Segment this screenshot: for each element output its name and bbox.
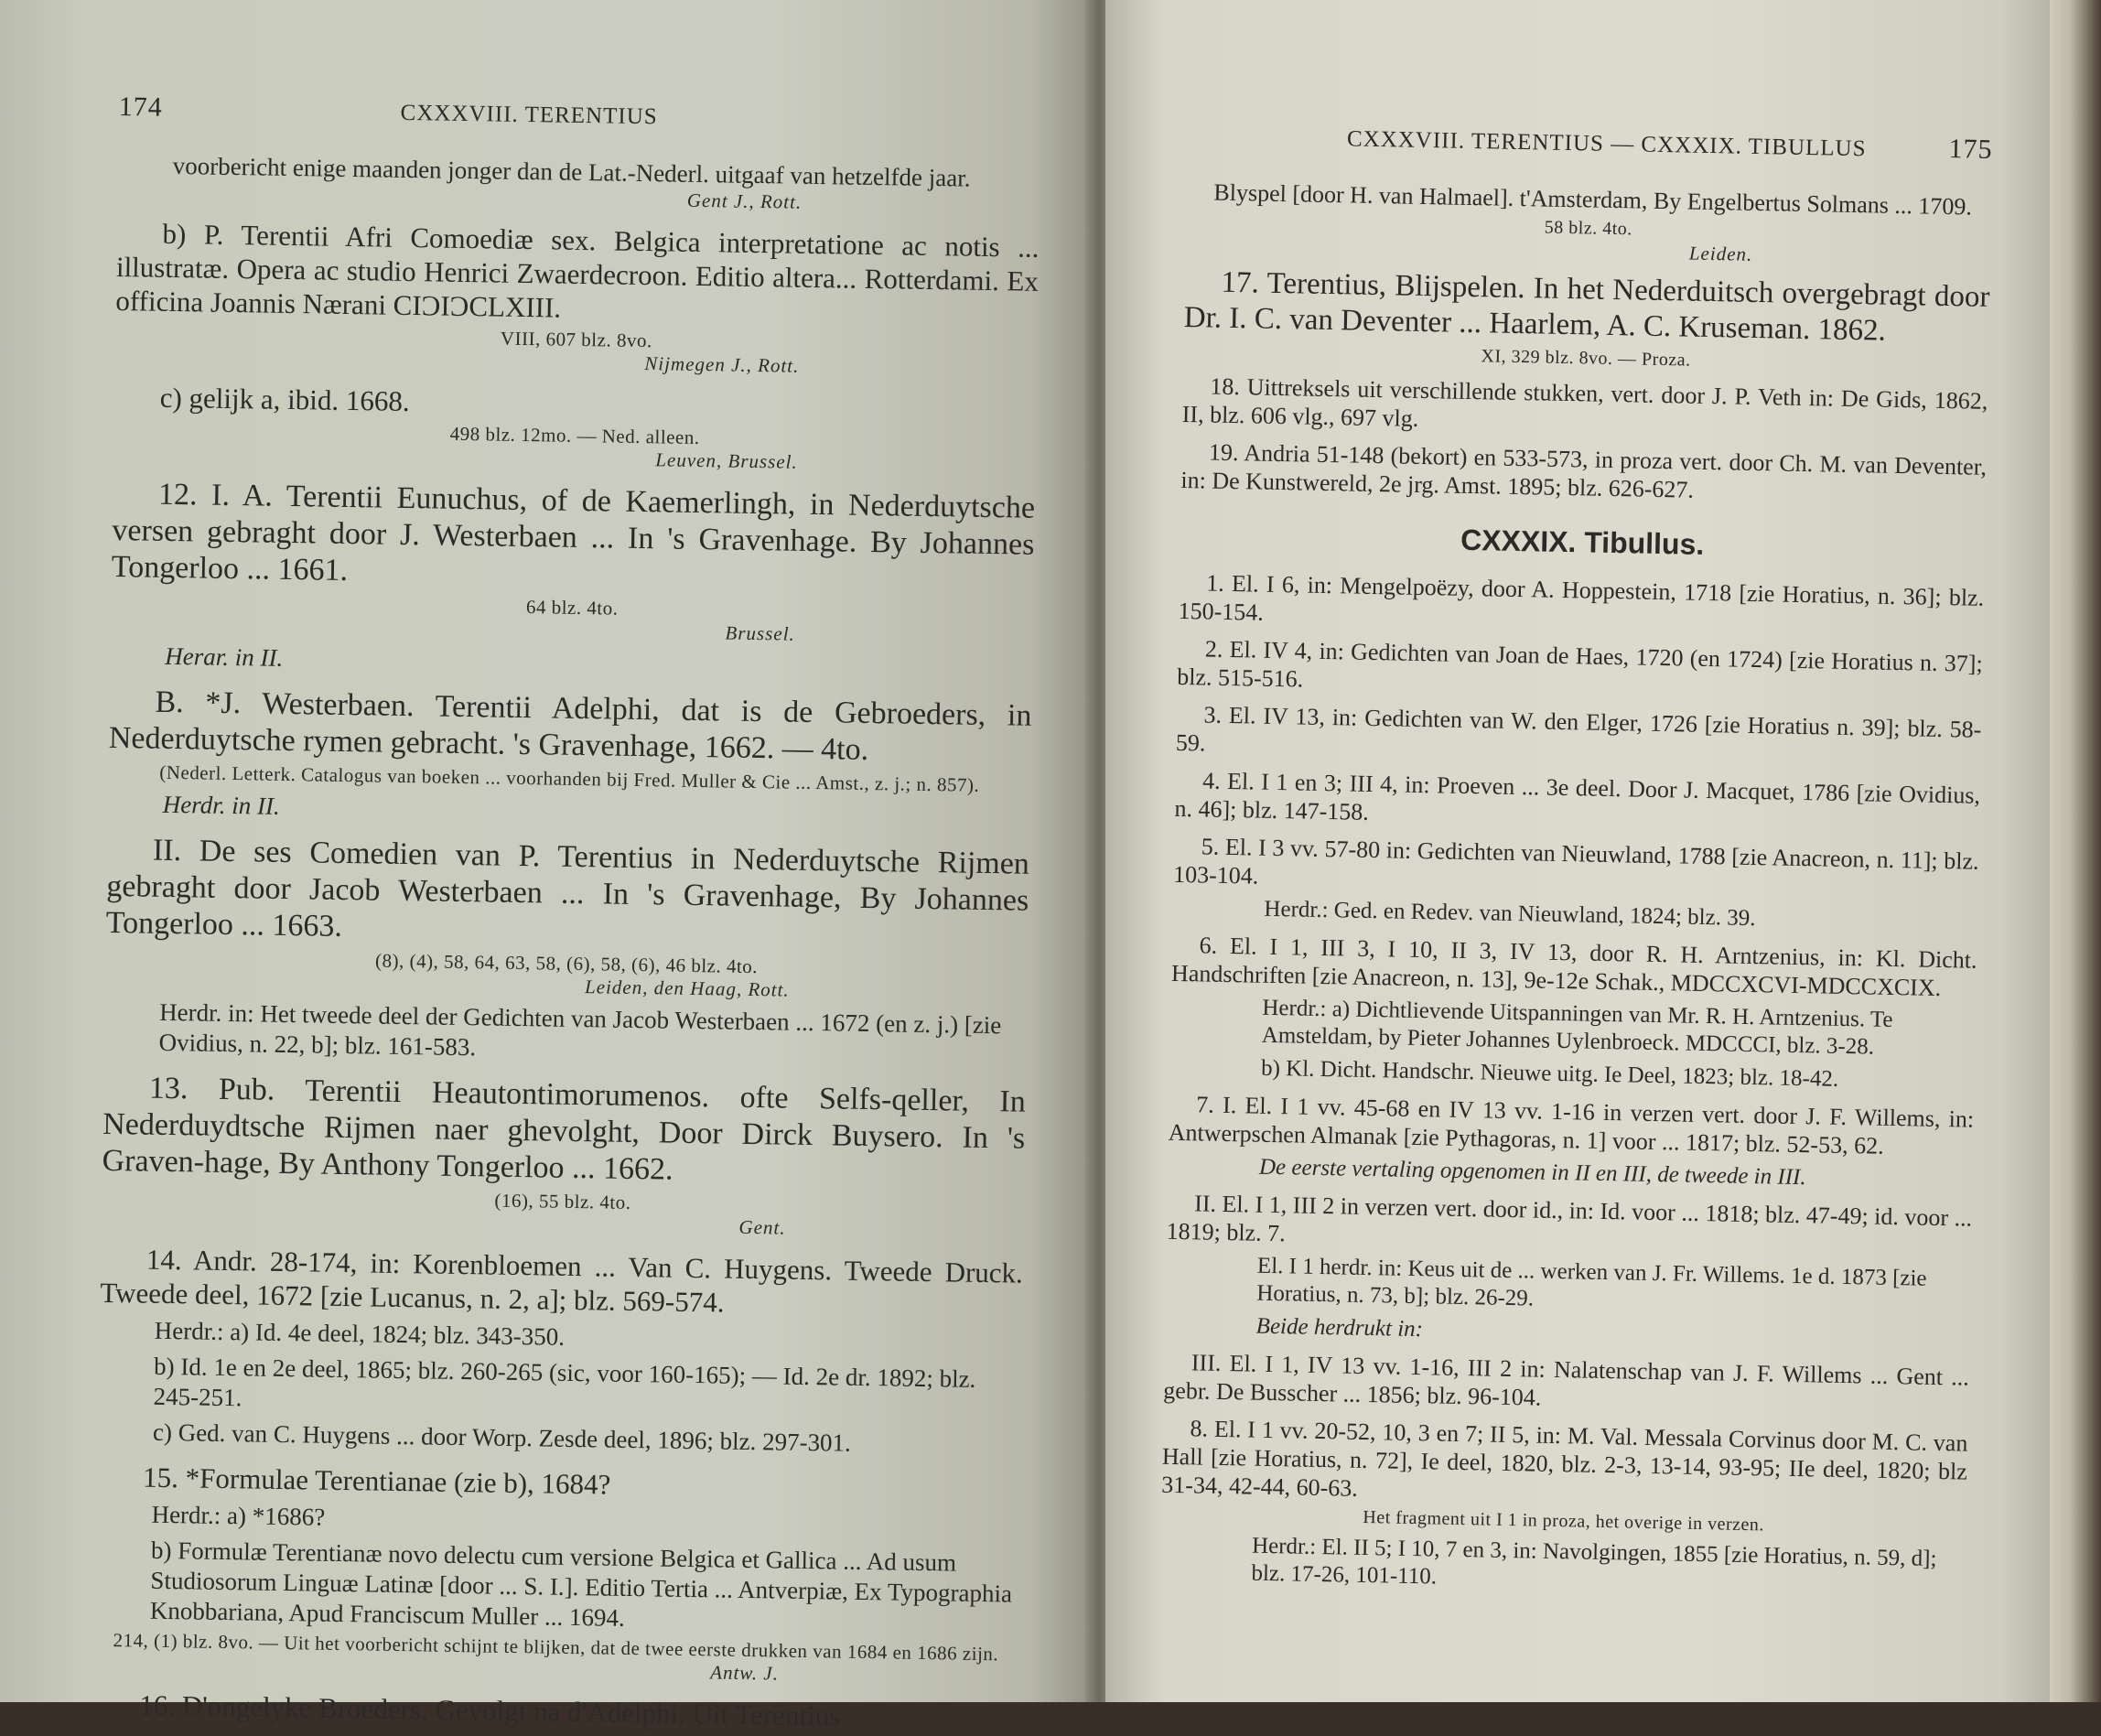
reprint-note: Herdr. in: Het tweede deel der Gedichten van Jacob Westerbaen ... 1672 (en z. j.) [zie Ovidius, n. 22, b]; blz. 161-583.	[158, 997, 1002, 1062]
reprint-note: Herar. in II.	[165, 642, 284, 672]
reprint-note: Herdr.: a) Id. 4e deel, 1824; blz. 343-350.	[154, 1316, 566, 1351]
right-page	[1105, 0, 2057, 1702]
reprint-note: Herdr.: a) *1686?	[151, 1500, 326, 1531]
right-running-title: CXXXVIII. TERENTIUS — CXXXIX. TIBULLUS	[1346, 126, 1867, 162]
bibliographic-details: (8), (4), 58, 64, 63, 58, (6), 58, (6), 46 blz. 4to.	[374, 949, 759, 978]
reprint-note: Herdr. in II.	[162, 790, 280, 820]
bibliography-entry-major: 12. I. A. Terentii Eunuchus, of de Kaemerlingh, in Nederduytsche versen gebraght door J. Westerbaen ... In 's Gravenhage. By Johannes Tongerloo ... 1661.	[111, 477, 1036, 588]
bibliography-entry: 3. El. IV 13, in: Gedichten van W. den Elger, 1726 [zie Horatius n. 39]; blz. 58-59.	[1175, 701, 1982, 757]
bibliography-entry: 6. El. I 1, III 3, I 10, II 3, IV 13, door R. H. Arntzenius, in: Kl. Dicht. Handschriften [zie Anacreon, n. 13], 9e-12e Schak., MDCCXCVI-MDCCXCIX.	[1170, 932, 1977, 1001]
bibliography-entry: 14. Andr. 28-174, in: Korenbloemen ... Van C. Huygens. Tweede Druck. Tweede deel, 1672 [zie Lucanus, n. 2, a]; blz. 569-574.	[100, 1243, 1024, 1319]
library-locations: Nijmegen J., Rott.	[644, 352, 800, 377]
right-text-block-top	[1180, 178, 1991, 510]
bibliography-entry: 18. Uittreksels uit verschillende stukken, vert. door J. P. Veth in: De Gids, 1862, II, blz. 606 vlg., 697 vlg.	[1181, 372, 1988, 432]
library-locations: Gent J., Rott.	[686, 189, 803, 213]
bibliography-entry: 19. Andria 51-148 (bekort) en 533-573, in proza vert. door Ch. M. van Deventer, in: De Kunstwereld, 2e jrg. Amst. 1895; blz. 626-627.	[1180, 438, 1988, 503]
right-page-number: 175	[1948, 133, 1993, 165]
bibliography-entry: III. El. I 1, IV 13 vv. 1-16, III 2 in: Nalatenschap van J. F. Willems ... Gent ... gebr. De Busscher ... 1856; blz. 96-104.	[1163, 1349, 1970, 1411]
bibliography-entry: 5. El. I 3 vv. 57-80 in: Gedichten van Nieuwland, 1788 [zie Anacreon, n. 11]; blz. 103-104.	[1172, 833, 1979, 890]
library-locations: Leiden.	[1688, 242, 1753, 265]
reprint-note: El. I 1 herdr. in: Keus uit de ... werken van J. Fr. Willems. 1e d. 1873 [zie Horatius, n. 73, b]; blz. 26-29.	[1256, 1253, 1927, 1311]
bibliographic-details: 214, (1) blz. 8vo. — Uit het voorbericht schijnt te blijken, dat de twee eerste drukken van 1684 en 1686 zijn.	[113, 1629, 999, 1666]
reprint-note: Beide herdrukt in:	[1255, 1313, 1424, 1342]
bibliographic-details: Het fragment uit I 1 in proza, het overige in verzen.	[1363, 1506, 1765, 1536]
reprint-note: Herdr.: El. II 5; I 10, 7 en 3, in: Navolgingen, 1855 [zie Horatius, n. 59, d]; blz. 17-26, 101-110.	[1251, 1533, 1937, 1590]
page-edges	[2050, 0, 2101, 1702]
bibliographic-details: (16), 55 blz. 4to.	[494, 1189, 631, 1213]
reprint-note: b) Id. 1e en 2e deel, 1865; blz. 260-265 (sic, voor 160-165); — Id. 2e dr. 1892; blz. 245-251.	[153, 1352, 976, 1412]
bibliography-entry: b) P. Terentii Afri Comoediæ sex. Belgica interpretatione ac notis ... illustratæ. Opera ac studio Henrici Zwaerdecroon. Editio altera... Rotterdami. Ex officina Joannis Nærani CIƆIƆCLXIII.	[115, 217, 1040, 324]
left-page-number: 174	[118, 92, 163, 123]
reprint-note: voorbericht enige maanden jonger dan de Lat.-Nederl. uitgaaf van hetzelfde jaar.	[172, 151, 971, 192]
bibliography-entry: Blyspel [door H. van Halmael]. t'Amsterdam, By Engelbertus Solmans ... 1709.	[1213, 178, 1973, 221]
bibliography-entry: c) gelijk a, ibid. 1668.	[159, 381, 410, 418]
reprint-note: De eerste vertaling opgenomen in II en III, de tweede in III.	[1258, 1154, 1806, 1191]
library-locations: Antw. J.	[710, 1661, 780, 1685]
left-running-head	[118, 92, 1040, 137]
bibliography-entry: 8. El. I 1 vv. 20-52, 10, 3 en 7; II 5, in: M. Val. Messala Corvinus door M. C. van Hall [zie Horatius, n. 72], Ie deel, 1820, blz. 2-3, 13-14, 93-95; IIe deel, 1820; blz 31-34, 42-44, 60-63.	[1161, 1415, 1968, 1502]
bibliography-entry-major: 17. Terentius, Blijspelen. In het Nederduitsch overgebragt door Dr. I. C. van Deventer ... Haarlem, A. C. Kruseman. 1862.	[1183, 265, 1990, 348]
bibliographic-details: (Nederl. Letterk. Catalogus van boeken ... voorhanden bij Fred. Muller & Cie ... Amst., z. j.; n. 857).	[159, 760, 980, 796]
right-running-head	[1187, 119, 1992, 166]
reprint-note: b) Kl. Dicht. Handschr. Nieuwe uitg. Ie Deel, 1823; blz. 18-42.	[1260, 1055, 1839, 1092]
library-locations: Leuven, Brussel.	[655, 448, 798, 473]
library-locations: Brussel.	[725, 621, 795, 645]
bibliography-entry-major: 13. Pub. Terentii Heautontimorumenos. ofte Selfs-qeller, In Nederduydtsche Rijmen naer ghevolght, Door Dirck Buysero. In 's Graven-hage, By Anthony Tongerloo ... 1662.	[102, 1071, 1027, 1187]
right-page-content	[1159, 119, 1993, 1601]
bibliography-entry: 4. El. I 1 en 3; III 4, in: Proeven ... 3e deel. Door J. Macquet, 1786 [zie Ovidius, n. 46]; blz. 147-158.	[1174, 767, 1981, 825]
library-locations: Leiden, den Haag, Rott.	[584, 976, 790, 1001]
bibliography-entry: 2. El. IV 4, in: Gedichten van Joan de Haes, 1720 (en 1724) [zie Horatius n. 37]; blz. 515-516.	[1177, 635, 1984, 693]
bibliographic-details: XI, 329 blz. 8vo. — Proza.	[1481, 346, 1691, 371]
bibliography-entry: 15. *Formulae Terentianae (zie b), 1684?	[142, 1461, 611, 1501]
reprint-note: c) Ged. van C. Huygens ... door Worp. Zesde deel, 1896; blz. 297-301.	[152, 1418, 852, 1457]
library-locations: Gent.	[738, 1215, 786, 1239]
left-text-block	[93, 150, 1040, 1736]
reprint-note: Herdr.: a) Dichtlievende Uitspanningen van Mr. R. H. Arntzenius. Te Amsteldam, by Pieter Johannes Uylenbroeck. MDCCCI, blz. 3-28.	[1261, 995, 1893, 1060]
bibliographic-details: 498 blz. 12mo. — Ned. alleen.	[449, 422, 700, 449]
reprint-note: b) Formulæ Terentianæ novo delectu cum versione Belgica et Gallica ... Ad usum Studiosorum Linguæ Latinæ [door ... S. I.]. Editio Tertia ... Antverpiæ, Ex Typographia Knobbariana, Apud Franciscum Muller ... 1694.	[149, 1536, 1013, 1632]
right-text-block-bottom	[1159, 568, 1984, 1601]
bibliographic-details: 58 blz. 4to.	[1544, 217, 1632, 240]
bibliography-entry: 16. D'ongelyke Broeders, Gevolgt na d'Adelphi, Uit Terentius	[139, 1688, 841, 1732]
bibliography-entry: 7. I. El. I 1 vv. 45-68 en IV 13 vv. 1-16 in verzen vert. door J. F. Willems, in: Antwerpschen Almanak [zie Pythagoras, n. 1] voor ... 1817; blz. 52-53, 62.	[1168, 1091, 1975, 1159]
section-title: CXXXIX. Tibullus.	[1460, 523, 1705, 561]
bibliography-entry: II. El. I 1, III 2 in verzen vert. door id., in: Id. voor ... 1818; blz. 47-49; id. voor ... 1819; blz. 7.	[1166, 1190, 1973, 1247]
reprint-note: Herdr.: Ged. en Redev. van Nieuwland, 1824; blz. 39.	[1264, 896, 1756, 932]
left-running-title: CXXXVIII. TERENTIUS	[400, 100, 658, 130]
bibliographic-details: VIII, 607 blz. 8vo.	[500, 327, 652, 352]
bibliography-entry-major: B. *J. Westerbaen. Terentii Adelphi, dat is de Gebroeders, in Nederduytsche rymen gebracht. 's Gravenhage, 1662. — 4to.	[108, 685, 1032, 767]
bibliography-entry-major: II. De ses Comedien van P. Terentius in Nederduytsche Rijmen gebraght door Jacob Westerbaen ... In 's Gravenhage, By Johannes Tongerloo ... 1663.	[105, 833, 1030, 943]
left-page-content	[93, 92, 1041, 1736]
bibliographic-details: 64 blz. 4to.	[525, 596, 619, 620]
bibliography-entry: 1. El. I 6, in: Mengelpoëzy, door A. Hoppestein, 1718 [zie Horatius, n. 36]; blz. 150-154.	[1178, 569, 1985, 626]
